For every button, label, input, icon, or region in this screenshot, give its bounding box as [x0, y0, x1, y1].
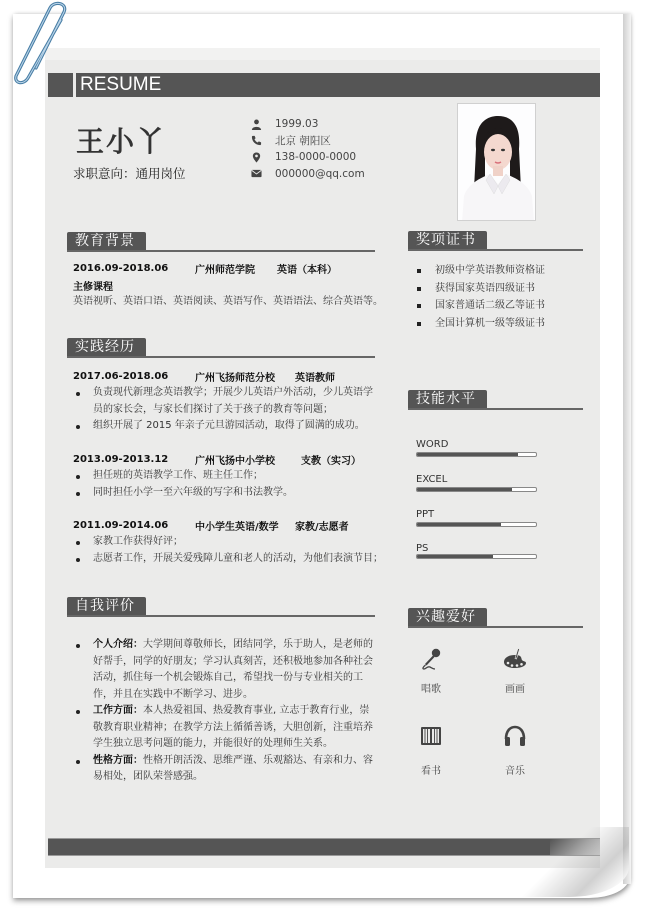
hobby-music	[495, 724, 535, 777]
mail-icon	[250, 168, 262, 180]
portrait-image	[458, 104, 536, 221]
list-item: 负责现代新理念英语教学；开展少儿英语户外活动，少儿英语学员的家长会，与家长们探讨了关于孩子的教育等问题；	[73, 385, 373, 418]
education-block	[73, 260, 383, 310]
section-awards-header	[408, 231, 583, 251]
skill-label: PPT	[416, 509, 435, 520]
experience-head	[73, 451, 373, 468]
skill-bar-fill	[417, 488, 512, 491]
phone-number[interactable]: 138-0000-0000	[275, 151, 357, 164]
list-item: 同时担任小学一至六年级的写字和书法教学。	[73, 485, 373, 502]
list-item: 获得国家英语四级证书	[415, 280, 585, 298]
paperclip-icon	[6, 0, 76, 90]
candidate-name: 王小丫	[76, 125, 167, 158]
footer-bar	[48, 838, 600, 856]
hobby-label: 看书	[421, 766, 441, 777]
skill-excel	[416, 473, 537, 492]
section-title: 教育背景	[67, 232, 146, 251]
skill-bar	[416, 452, 537, 457]
section-divider	[67, 615, 375, 617]
address: 北京 朝阳区	[275, 135, 331, 148]
experience-role: 英语教师	[295, 373, 335, 384]
skill-bar	[416, 522, 537, 527]
location-pin-icon	[250, 151, 262, 163]
list-item: 担任班的英语教学工作、班主任工作；	[73, 468, 373, 485]
experience-entry-2	[73, 451, 373, 501]
hobby-singing	[411, 647, 451, 695]
self-eval-list	[73, 637, 375, 786]
resume-sheet	[45, 48, 600, 868]
experience-date: 2013.09-2013.12	[73, 454, 169, 465]
section-divider	[67, 250, 375, 252]
courses-label: 主修课程	[73, 282, 113, 293]
experience-bullets	[73, 385, 373, 435]
section-divider	[408, 408, 583, 410]
item-text: 大学期间尊敬师长，团结同学，乐于助人，是老师的好帮手，同学的好朋友；学习认真刻苦，还积极地参加各种社会活动，抓住每一个机会锻炼自己，希望找一份与专业相关的工作，并且在实践中不断学习、进步。	[93, 639, 373, 700]
skill-ps	[416, 543, 537, 559]
item-text: 性格开朗活泼、思维严谨、乐观豁达、有亲和力、容易相处，团队荣誉感强。	[93, 754, 373, 782]
phone-icon	[250, 135, 262, 147]
banner-title: RESUME	[76, 73, 600, 97]
hobby-label: 画画	[505, 684, 525, 695]
experience-role: 支教（实习）	[301, 456, 361, 467]
skill-word	[416, 438, 537, 457]
experience-entry-3	[73, 517, 383, 567]
paper-edge-shadow	[623, 14, 631, 884]
headphones-icon	[503, 724, 527, 748]
skill-label: PS	[416, 543, 429, 554]
self-eval-intro	[73, 637, 375, 703]
experience-date: 2011.09-2014.06	[73, 520, 169, 531]
item-label: 工作方面：	[93, 705, 143, 716]
skill-label: WORD	[416, 439, 449, 450]
email-address[interactable]: 000000@qq.com	[275, 167, 365, 180]
list-item: 组织开展了 2015 年亲子元旦游园活动，取得了圆满的成功。	[73, 418, 373, 435]
palette-icon	[503, 647, 527, 671]
experience-role: 家教/志愿者	[295, 522, 349, 533]
section-divider	[408, 249, 583, 251]
skill-bar-fill	[417, 523, 501, 526]
book-icon	[419, 724, 443, 748]
skill-bar-fill	[417, 453, 518, 456]
contact-birth	[250, 116, 365, 133]
contact-email	[250, 166, 365, 183]
experience-org: 中小学生英语/数学	[195, 522, 279, 533]
item-label: 个人介绍：	[93, 639, 143, 650]
section-title: 自我评价	[67, 597, 146, 616]
section-title: 奖项证书	[408, 231, 487, 250]
experience-head	[73, 517, 383, 534]
section-divider	[408, 626, 583, 628]
education-row	[73, 260, 383, 277]
skill-ppt	[416, 508, 537, 527]
person-icon	[250, 118, 262, 130]
list-item: 初级中学英语教师资格证	[415, 262, 585, 280]
contact-phone	[250, 149, 365, 166]
hobby-painting	[495, 647, 535, 695]
education-school: 广州师范学院	[195, 265, 255, 276]
section-experience-header	[67, 338, 375, 358]
experience-bullets	[73, 468, 373, 501]
list-item: 全国计算机一级等级证书	[415, 315, 585, 333]
courses-list: 英语视听、英语口语、英语阅读、英语写作、英语语法、综合英语等。	[73, 296, 383, 307]
list-item: 国家普通话二级乙等证书	[415, 297, 585, 315]
section-title: 技能水平	[408, 390, 487, 409]
skill-label: EXCEL	[416, 474, 448, 485]
experience-date: 2017.06-2018.06	[73, 371, 169, 382]
section-hobbies-header	[408, 608, 583, 628]
item-text: 本人热爱祖国、热爱教育事业, 立志于教育行业，崇敬教育职业精神；在教学方法上循循善诱，大胆创新，注重培养学生独立思考问题的能力，并能很好的处理师生关系。	[93, 705, 373, 749]
contact-address	[250, 133, 365, 150]
section-self-eval-header	[67, 597, 375, 617]
section-skills-header	[408, 390, 583, 410]
hobby-label: 音乐	[505, 766, 525, 777]
section-title: 兴趣爱好	[408, 608, 487, 627]
section-divider	[67, 356, 375, 358]
education-date: 2016.09-2018.06	[73, 263, 169, 274]
resume-banner	[48, 73, 600, 97]
experience-bullets	[73, 534, 383, 567]
section-education-header	[67, 232, 375, 252]
skill-bar-fill	[417, 555, 493, 558]
top-band	[45, 48, 600, 60]
awards-list	[415, 262, 585, 332]
contact-info	[250, 116, 365, 182]
hobby-reading	[411, 724, 451, 777]
section-title: 实践经历	[67, 338, 146, 357]
birth-date: 1999.03	[275, 118, 319, 131]
self-eval-personality	[73, 753, 375, 786]
skill-bar	[416, 554, 537, 559]
experience-head	[73, 368, 373, 385]
hobby-label: 唱歌	[421, 684, 441, 695]
self-eval-work	[73, 703, 375, 753]
microphone-icon	[419, 647, 443, 671]
experience-org: 广州飞扬师范分校	[195, 373, 275, 384]
list-item: 志愿者工作，开展关爱残障儿童和老人的活动，为他们表演节目；	[73, 551, 383, 568]
education-major: 英语（本科）	[277, 265, 337, 276]
skill-bar	[416, 487, 537, 492]
experience-entry-1	[73, 368, 373, 435]
job-intent: 求职意向：通用岗位	[73, 166, 186, 181]
profile-photo	[457, 103, 536, 221]
page-curl	[519, 827, 629, 897]
item-label: 性格方面：	[93, 754, 143, 766]
list-item: 家教工作获得好评；	[73, 534, 383, 551]
experience-org: 广州飞扬中小学校	[195, 456, 275, 467]
